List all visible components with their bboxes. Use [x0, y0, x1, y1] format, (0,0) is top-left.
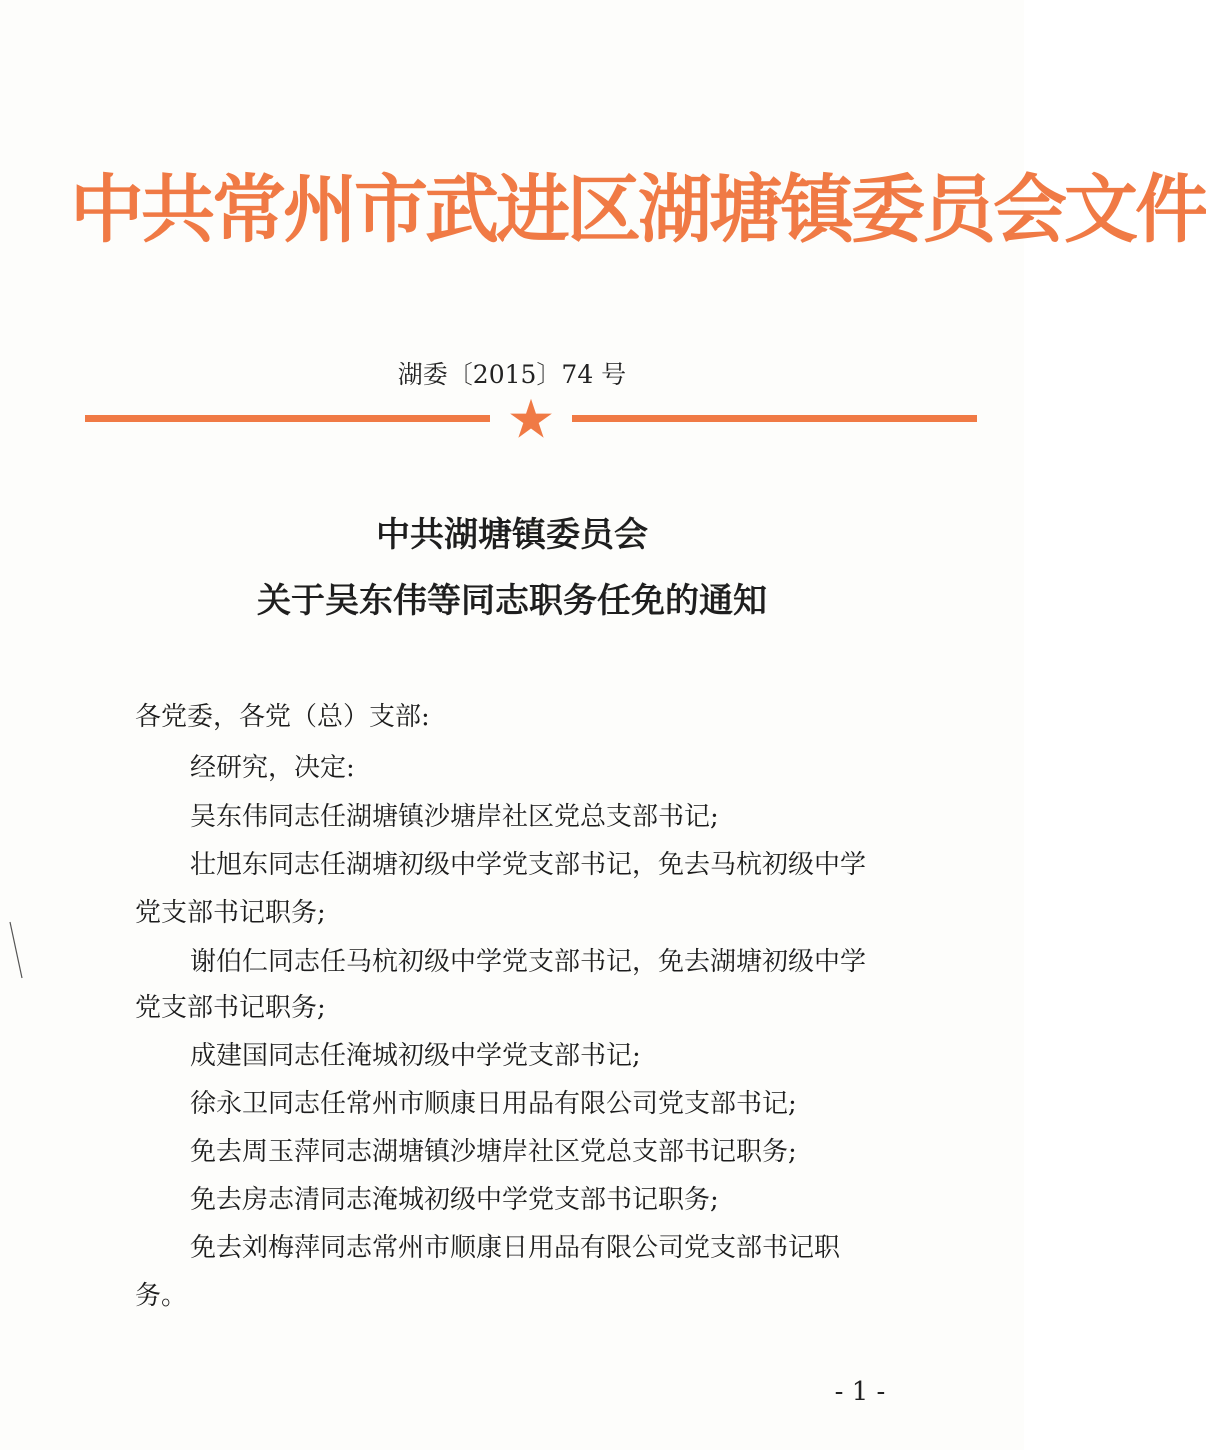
appointment-item-5: 徐永卫同志任常州市顺康日用品有限公司党支部书记; [190, 1089, 797, 1119]
appointment-item-3-line2: 党支部书记职务; [135, 993, 326, 1023]
star-icon [510, 399, 552, 438]
red-divider-with-star [85, 398, 977, 442]
page-number: - 1 - [834, 1377, 886, 1407]
appointment-item-3-line1: 谢伯仁同志任马杭初级中学党支部书记，免去湖塘初级中学 [190, 947, 867, 977]
notice-title-line2: 关于吴东伟等同志职务任免的通知 [257, 581, 767, 621]
appointment-item-2-line2: 党支部书记职务; [135, 898, 326, 928]
salutation: 各党委，各党（总）支部: [135, 702, 430, 732]
dismissal-item-8-line2: 务。 [135, 1281, 188, 1311]
masthead-title: 中共常州市武进区湖塘镇委员会文件 [70, 167, 1206, 253]
divider-left-line [85, 415, 490, 422]
dismissal-item-6: 免去周玉萍同志湖塘镇沙塘岸社区党总支部书记职务; [190, 1137, 797, 1167]
appointment-item-2-line1: 壮旭东同志任湖塘初级中学党支部书记，免去马杭初级中学 [190, 850, 867, 880]
scan-mark-decoration [8, 920, 26, 980]
appointment-item-4: 成建国同志任淹城初级中学党支部书记; [190, 1041, 641, 1071]
intro-paragraph: 经研究，决定: [190, 753, 355, 783]
document-number: 湖委〔2015〕74 号 [397, 360, 627, 389]
dismissal-item-7: 免去房志清同志淹城初级中学党支部书记职务; [190, 1185, 719, 1215]
appointment-item-1: 吴东伟同志任湖塘镇沙塘岸社区党总支部书记; [190, 802, 719, 832]
divider-right-line [572, 415, 977, 422]
dismissal-item-8-line1: 免去刘梅萍同志常州市顺康日用品有限公司党支部书记职 [190, 1233, 841, 1263]
notice-title-line1: 中共湖塘镇委员会 [376, 515, 648, 555]
